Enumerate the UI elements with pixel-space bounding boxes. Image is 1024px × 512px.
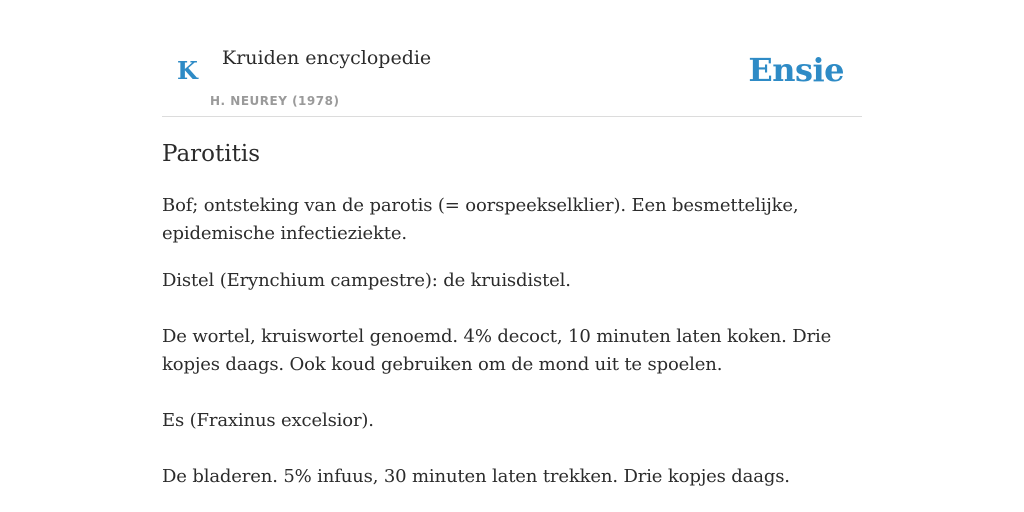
- book-k-icon[interactable]: K: [177, 56, 198, 85]
- header: [162, 0, 862, 117]
- entry-paragraph: Bof; ontsteking van de parotis (= oorspeekselklier). Een besmettelijke, epidemische infectieziekte.: [162, 195, 799, 244]
- entry-headword: Parotitis: [162, 141, 260, 167]
- entry-paragraph: De bladeren. 5% infuus, 30 minuten laten trekken. Drie kopjes daags.: [162, 466, 790, 487]
- ensie-logo-link[interactable]: Ensie: [748, 51, 844, 89]
- entry-paragraph: Es (Fraxinus excelsior).: [162, 410, 374, 431]
- article-container: [162, 0, 862, 487]
- entry-paragraph: De wortel, kruiswortel genoemd. 4% decoct, 10 minuten laten koken. Drie kopjes daags. Ook koud gebruiken om de mond uit te spoelen.: [162, 326, 832, 375]
- book-author: H. NEUREY (1978): [210, 94, 340, 108]
- book-title-link[interactable]: Kruiden encyclopedie: [222, 47, 432, 69]
- entry-paragraph: Distel (Erynchium campestre): de kruisdistel.: [162, 270, 571, 291]
